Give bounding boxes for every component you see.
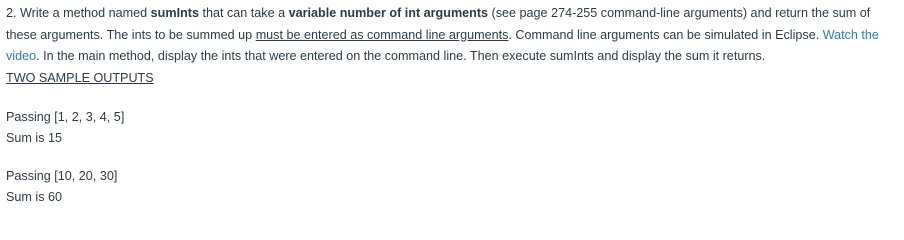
bold-requirement: variable number of int arguments: [288, 6, 489, 20]
question-text-1: 2. Write a method named: [6, 6, 151, 20]
sample-output-1: [6, 107, 896, 149]
watch-video-link[interactable]: Watch the video: [6, 27, 879, 63]
sample-output-2: [6, 166, 896, 208]
method-name: sumInts: [150, 6, 199, 20]
sample-passing-line: Passing [10, 20, 30]: [6, 168, 118, 183]
question-text-5: . In the main method, display the ints that were entered on the command line. Then execute sumInts and display the sum it returns.: [36, 49, 766, 63]
question-paragraph: [6, 3, 896, 68]
sample-outputs-heading: TWO SAMPLE OUTPUTS: [6, 70, 154, 85]
question-text-4: . Command line arguments can be simulated in Eclipse.: [508, 27, 823, 42]
sample-sum-line: Sum is 15: [6, 130, 62, 145]
underlined-requirement: must be entered as command line arguments: [255, 27, 509, 42]
sample-passing-line: Passing [1, 2, 3, 4, 5]: [6, 109, 125, 124]
question-text-3: (see page 274-255 command-line arguments) and return the sum of these arguments. The ints to be summed up: [6, 6, 871, 42]
question-text-2: that can take a: [198, 6, 289, 20]
sample-sum-line: Sum is 60: [6, 189, 62, 204]
